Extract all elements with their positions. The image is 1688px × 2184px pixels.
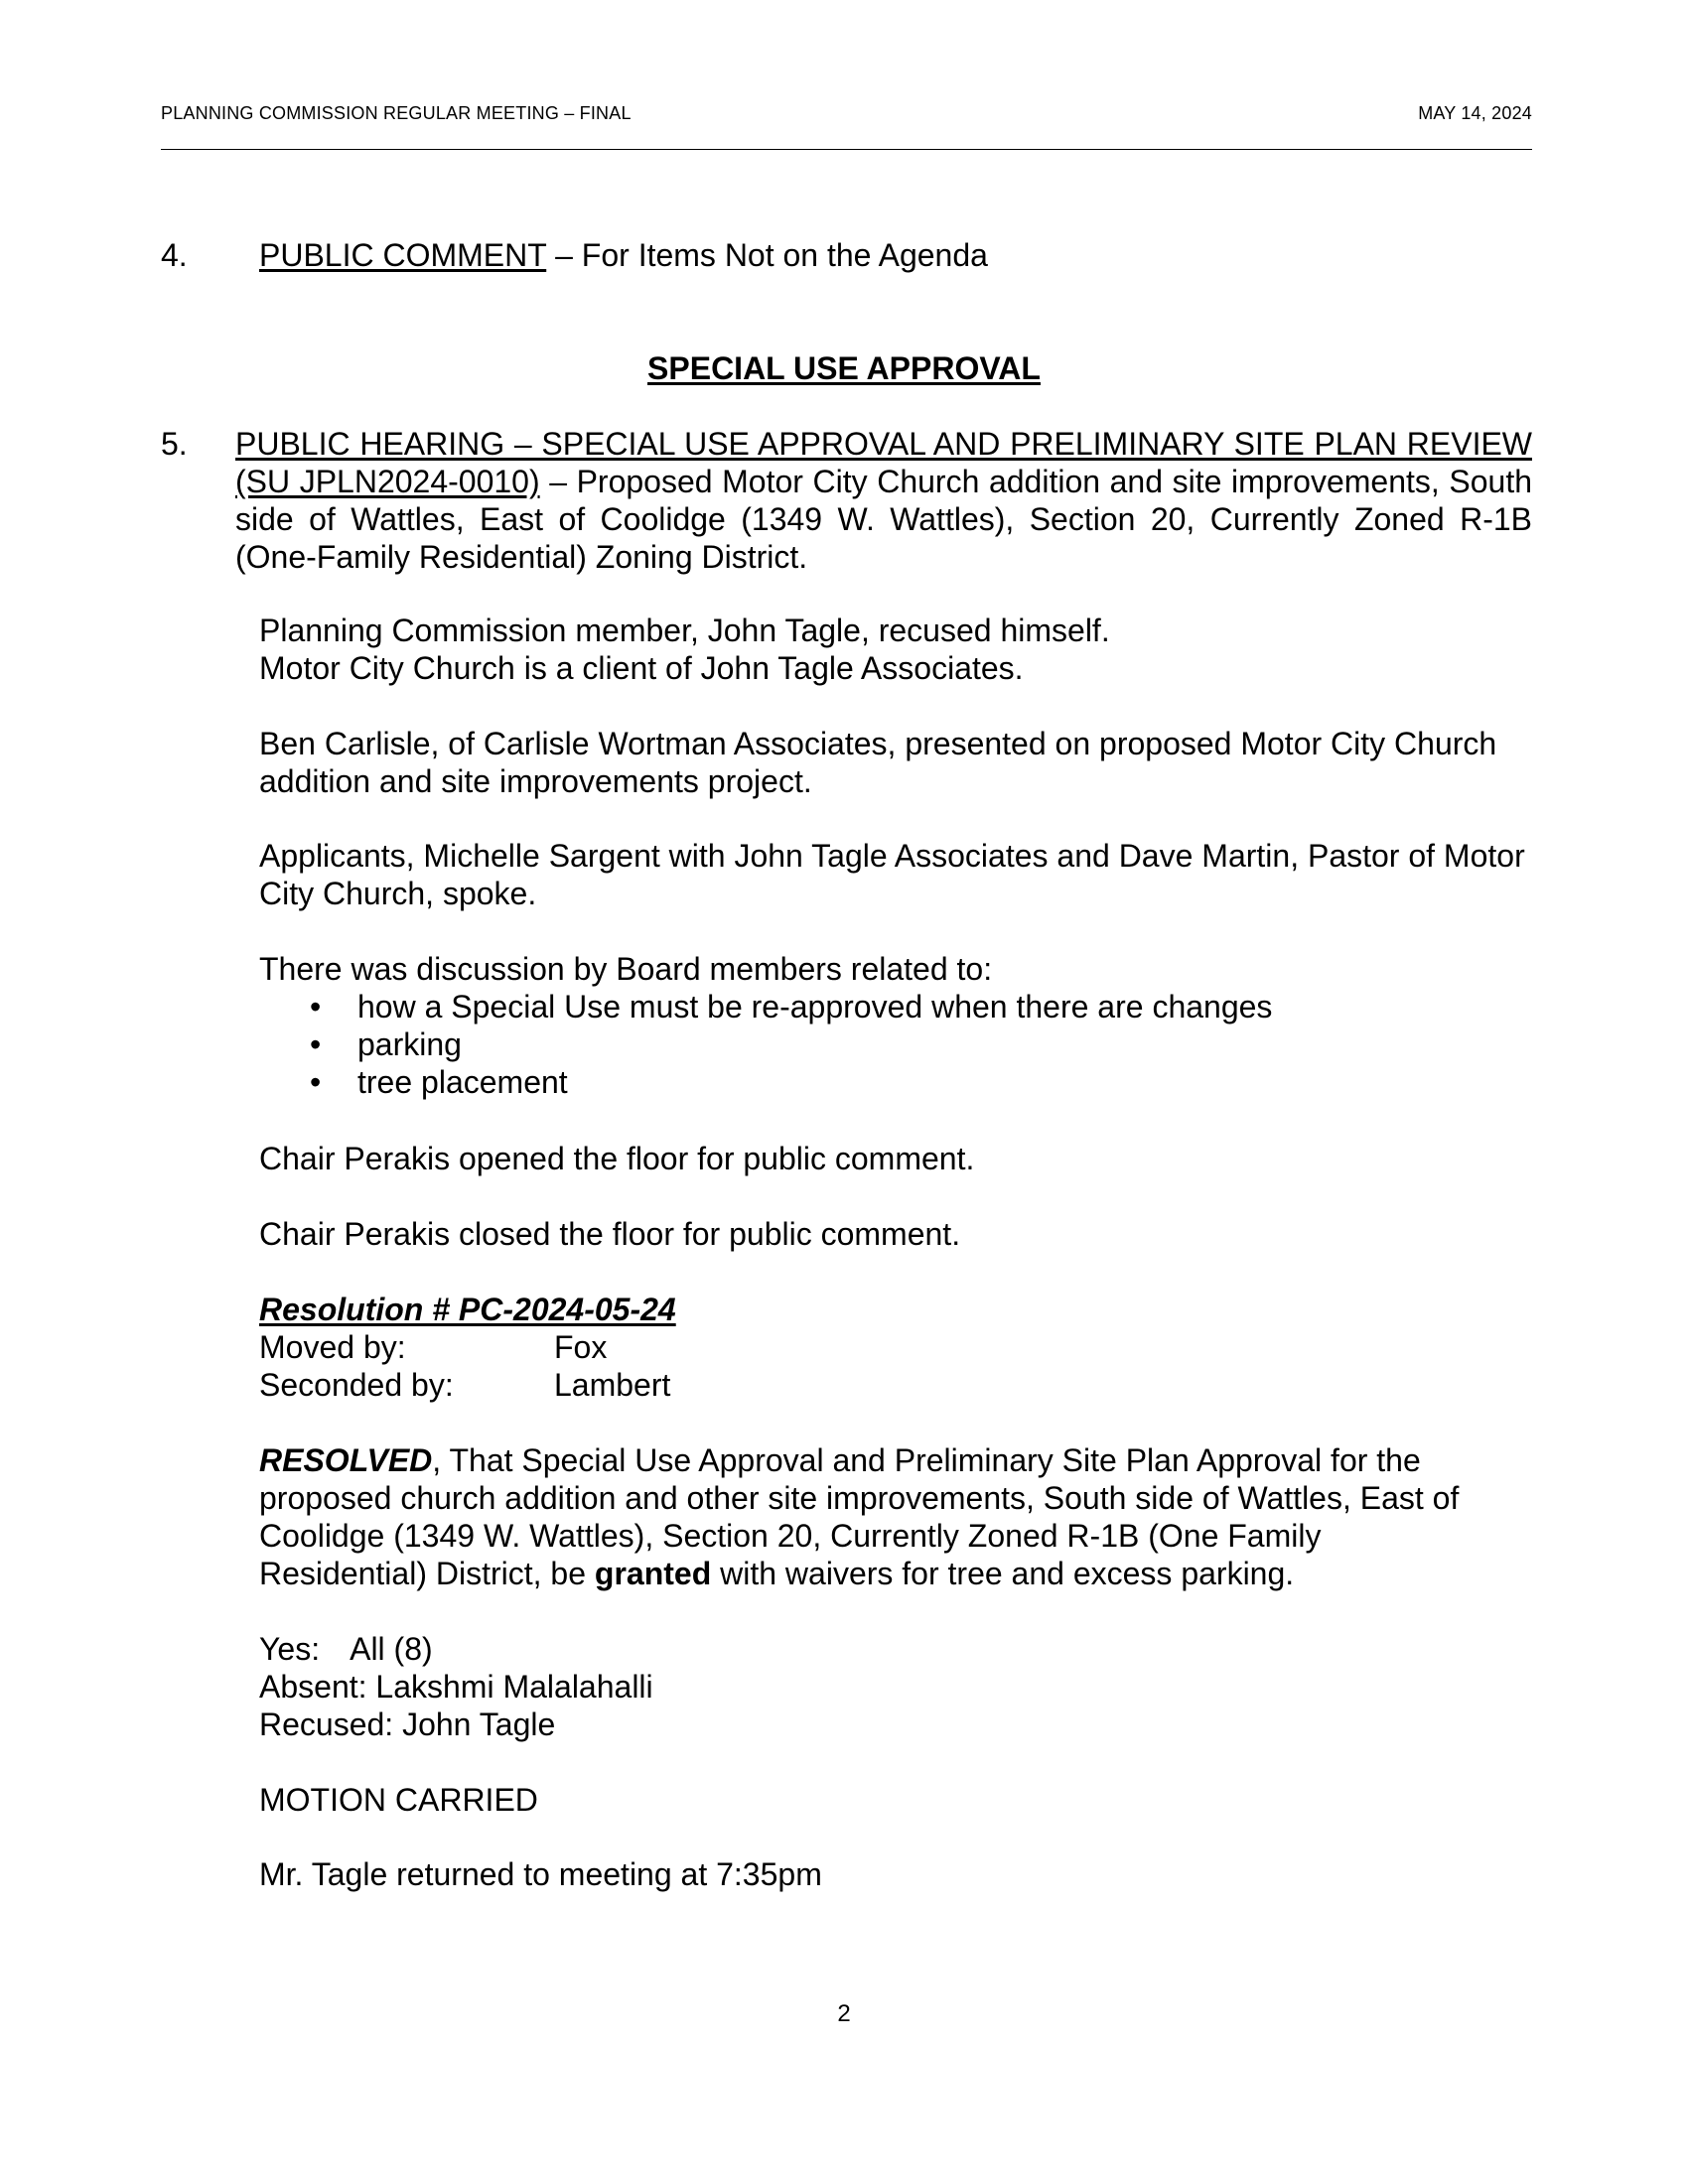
paragraph-line: Coolidge (1349 W. Wattles), Section 20, Currently Zoned R-1B (One Family <box>259 1518 1322 1554</box>
return-note: Mr. Tagle returned to meeting at 7:35pm <box>259 1856 822 1892</box>
paragraph-line <box>259 1441 1532 1479</box>
resolved-text: , That Special Use Approval and Preliminary Site Plan Approval for the <box>432 1442 1421 1478</box>
paragraph-line: City Church, spoke. <box>259 876 537 911</box>
resolved-text: Residential) District, be <box>259 1556 595 1591</box>
vote-block <box>259 1630 1532 1743</box>
resolution-title: Resolution # PC-2024-05-24 <box>259 1292 676 1327</box>
paragraph-line <box>259 1555 1532 1592</box>
resolution-block <box>259 1291 1532 1404</box>
motion-result: MOTION CARRIED <box>259 1782 538 1818</box>
moved-by-label: Moved by: <box>259 1329 406 1365</box>
discussion-list <box>259 988 1532 1101</box>
item-description: – For Items Not on the Agenda <box>546 237 988 273</box>
paragraph-line: proposed church addition and other site improvements, South side of Wattles, East of <box>259 1480 1460 1516</box>
resolved-keyword: RESOLVED <box>259 1442 433 1478</box>
list-item <box>259 988 1532 1025</box>
recusal-paragraph <box>259 612 1532 687</box>
moved-by-value: Fox <box>554 1329 608 1365</box>
floor-closed-note: Chair Perakis closed the floor for public comment. <box>259 1216 961 1252</box>
bullet-icon: • <box>310 1064 322 1100</box>
paragraph-line: Applicants, Michelle Sargent with John Tagle Associates and Dave Martin, Pastor of Motor <box>259 838 1525 874</box>
list-item <box>259 1025 1532 1063</box>
item-text <box>259 236 988 274</box>
paragraph-line: addition and site improvements project. <box>259 763 812 799</box>
vote-yes <box>259 1630 1532 1668</box>
vote-absent: Absent: Lakshmi Malalahalli <box>259 1669 653 1705</box>
item-text <box>235 425 1532 576</box>
presentation-paragraph <box>259 725 1532 800</box>
running-header-title: PLANNING COMMISSION REGULAR MEETING – FINAL <box>161 103 632 123</box>
discussion-intro: There was discussion by Board members related to: <box>259 951 993 987</box>
resolved-text: with waivers for tree and excess parking. <box>711 1556 1295 1591</box>
header-rule <box>161 149 1532 150</box>
seconded-by-label: Seconded by: <box>259 1367 454 1403</box>
page-number: 2 <box>837 2000 851 2027</box>
paragraph-line: Motor City Church is a client of John Tagle Associates. <box>259 650 1024 686</box>
seconded-by-value: Lambert <box>554 1367 671 1403</box>
item-number: 5. <box>161 426 188 462</box>
section-heading: SPECIAL USE APPROVAL <box>647 350 1041 386</box>
item-description: – Proposed Motor City Church addition and site improvements, South side of Wattles, East of Coolidge (1349 W. Wattles), Section 20, Currently Zoned R-1B (One-Family Residential) Zoning District. <box>235 464 1532 575</box>
running-header-date: MAY 14, 2024 <box>1418 103 1532 123</box>
list-item-text: tree placement <box>357 1064 568 1100</box>
vote-yes-value: All (8) <box>350 1631 433 1667</box>
item-title: PUBLIC HEARING – SPECIAL USE APPROVAL AND PRELIMINARY SITE PLAN REVIEW (SU JPLN2024-0010) <box>235 426 1532 499</box>
item-number: 4. <box>161 237 188 273</box>
resolved-paragraph <box>259 1441 1532 1592</box>
bullet-icon: • <box>310 1026 322 1062</box>
seconded-by-row <box>259 1366 1532 1404</box>
list-item <box>259 1063 1532 1101</box>
applicants-paragraph <box>259 837 1532 912</box>
item-title: PUBLIC COMMENT <box>259 237 547 273</box>
moved-by-row <box>259 1328 1532 1366</box>
vote-recused: Recused: John Tagle <box>259 1706 556 1742</box>
vote-yes-label: Yes: <box>259 1631 321 1667</box>
bullet-icon: • <box>310 989 322 1024</box>
paragraph-line: Ben Carlisle, of Carlisle Wortman Associates, presented on proposed Motor City Church <box>259 726 1497 761</box>
discussion-paragraph <box>259 950 1532 1101</box>
granted-keyword: granted <box>594 1556 712 1591</box>
paragraph-line: Planning Commission member, John Tagle, recused himself. <box>259 613 1110 648</box>
floor-opened-note: Chair Perakis opened the floor for public comment. <box>259 1141 975 1176</box>
list-item-text: how a Special Use must be re-approved when there are changes <box>357 989 1273 1024</box>
list-item-text: parking <box>357 1026 462 1062</box>
